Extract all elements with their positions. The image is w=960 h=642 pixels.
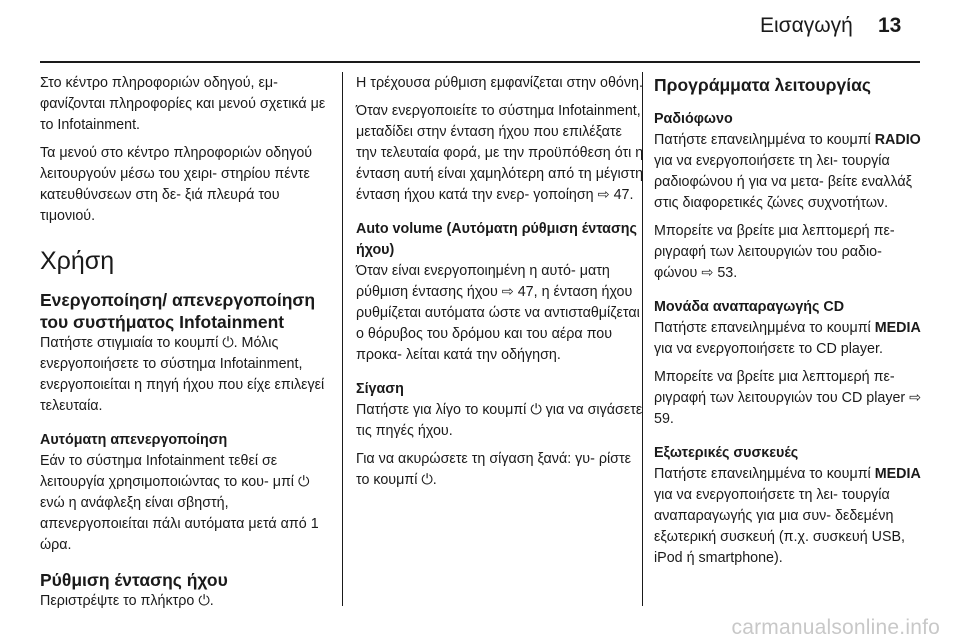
watermark: carmanualsonline.info bbox=[731, 616, 940, 639]
heading-mute: Σίγαση bbox=[356, 381, 404, 397]
header-divider bbox=[40, 61, 920, 63]
page-reference-link[interactable]: 47. bbox=[613, 187, 634, 203]
section-heading-modes: Προγράμματα λειτουργίας bbox=[654, 75, 871, 95]
cd-more-paragraph: Μπορείτε να βρείτε μια λεπτομερή πε- ριγραφή των λειτουργιών του CD player ⇨ 59. bbox=[654, 369, 922, 427]
heading-onoff: Ενεργοποίηση/ απενεργοποίηση του συστήματος Infotainment bbox=[40, 290, 316, 332]
page-reference-icon: ⇨ bbox=[909, 390, 922, 406]
page-number: 13 bbox=[878, 14, 902, 37]
media-button-label: MEDIA bbox=[874, 466, 921, 482]
column-3 bbox=[654, 73, 924, 576]
volume-paragraph: Περιστρέψτε το πλήκτρο ⏻. bbox=[40, 591, 326, 612]
volume-display-paragraph: Η τρέχουσα ρύθμιση εμφανίζεται στην οθόνη. bbox=[356, 75, 643, 91]
power-knob-icon: ⏻ bbox=[297, 474, 310, 490]
page-reference-link[interactable]: 59. bbox=[654, 411, 674, 427]
radio-more-paragraph: Μπορείτε να βρείτε μια λεπτομερή πε- ριγραφή των λειτουργιών του ραδιο- φώνου ⇨ 53. bbox=[654, 221, 924, 284]
auto-off-paragraph: Εάν το σύστημα Infotainment τεθεί σε λειτουργία χρησιμοποιώντας το κου- μπί ⏻ ενώ η ανάφλεξη είναι σβηστή, απενεργοποιείται πάλι αυτόματα μετά από 1 ώρα. bbox=[40, 453, 319, 553]
auto-volume-paragraph: Όταν είναι ενεργοποιημένη η αυτό- ματη ρύθμιση έντασης ήχου ⇨ 47, η ένταση ήχου ρυθμίζεται αυτόματα ώστε να αντισταθμίζεται ο θόρυβος του δρόμου και του αέρα που προκα- λείται κατά την οδήγηση. bbox=[356, 263, 640, 363]
page-reference-link[interactable]: 47 bbox=[517, 284, 534, 300]
page-reference-icon: ⇨ bbox=[701, 265, 714, 281]
page-reference-link[interactable]: 53. bbox=[717, 265, 738, 281]
radio-paragraph: Πατήστε επανειλημμένα το κουμπί RADIO για να ενεργοποιήσετε τη λει- τουργία ραδιοφώνου ή για να μετα- βείτε εναλλάξ στις διαφορετικές ζώνες συχνοτήτων. bbox=[654, 132, 921, 211]
power-knob-icon: ⏻ bbox=[421, 472, 433, 488]
radio-button-label: RADIO bbox=[874, 132, 921, 148]
power-knob-icon: ⏻ bbox=[198, 593, 210, 609]
onoff-paragraph: Πατήστε στιγμιαία το κουμπί ⏻. Μόλις ενεργοποιήσετε το σύστημα Infotainment, ενεργοποιείται η πηγή ήχου που είχε επιλεγεί τελευταία. bbox=[40, 335, 325, 414]
column-2 bbox=[356, 73, 644, 498]
heading-external-devices: Εξωτερικές συσκευές bbox=[654, 445, 799, 461]
page-header-title: Εισαγωγή bbox=[760, 14, 853, 37]
heading-cd-player: Μονάδα αναπαραγωγής CD bbox=[654, 299, 845, 315]
page-reference-icon: ⇨ bbox=[501, 284, 514, 300]
cd-paragraph: Πατήστε επανειλημμένα το κουμπί MEDIA για να ενεργοποιήσετε το CD player. bbox=[654, 320, 921, 357]
heading-radio: Ραδιόφωνο bbox=[654, 111, 733, 127]
heading-auto-off: Αυτόματη απενεργοποίηση bbox=[40, 432, 228, 448]
mute-paragraph: Πατήστε για λίγο το κουμπί ⏻ για να σιγάσετε τις πηγές ήχου. bbox=[356, 402, 643, 439]
page-reference-icon: ⇨ bbox=[597, 187, 610, 203]
volume-switchon-paragraph: Όταν ενεργοποιείτε το σύστημα Infotainment, μεταδίδει στην ένταση ήχου που επιλέξατε την τελευταία φορά, με την προϋπόθεση ότι η ένταση αυτή είναι χαμηλότερη από τη μέγιστη ένταση ήχου κατά την ενερ- γοποίηση ⇨ 47. bbox=[356, 101, 644, 206]
unmute-paragraph: Για να ακυρώσετε τη σίγαση ξανά: γυ- ρίστε το κουμπί ⏻. bbox=[356, 449, 644, 491]
section-heading-usage: Χρήση bbox=[40, 247, 115, 275]
power-knob-icon: ⏻ bbox=[530, 402, 542, 418]
heading-auto-volume: Auto volume (Αυτόματη ρύθμιση έντασης ήχου) bbox=[356, 221, 637, 258]
intro-paragraph-1: Στο κέντρο πληροφοριών οδηγού, εμ- φανίζονται πληροφορίες και μενού σχετικά με το Infotainment. bbox=[40, 75, 326, 133]
external-paragraph: Πατήστε επανειλημμένα το κουμπί MEDIA για να ενεργοποιήσετε τη λει- τουργία αναπαραγωγής για μια συν- δεδεμένη εξωτερική συσκευή (π.χ. συσκευή USB, iPod ή smartphone). bbox=[654, 466, 921, 566]
power-knob-icon: ⏻ bbox=[222, 335, 234, 351]
column-divider-1 bbox=[342, 72, 343, 606]
heading-volume: Ρύθμιση έντασης ήχου bbox=[40, 570, 228, 590]
column-1 bbox=[40, 73, 326, 619]
media-button-label: MEDIA bbox=[874, 320, 921, 336]
intro-paragraph-2: Τα μενού στο κέντρο πληροφοριών οδηγού λειτουργούν μέσω του χειρι- στηρίου πέντε κατευθύνσεων στη δε- ξιά πλευρά του τιμονιού. bbox=[40, 145, 313, 224]
